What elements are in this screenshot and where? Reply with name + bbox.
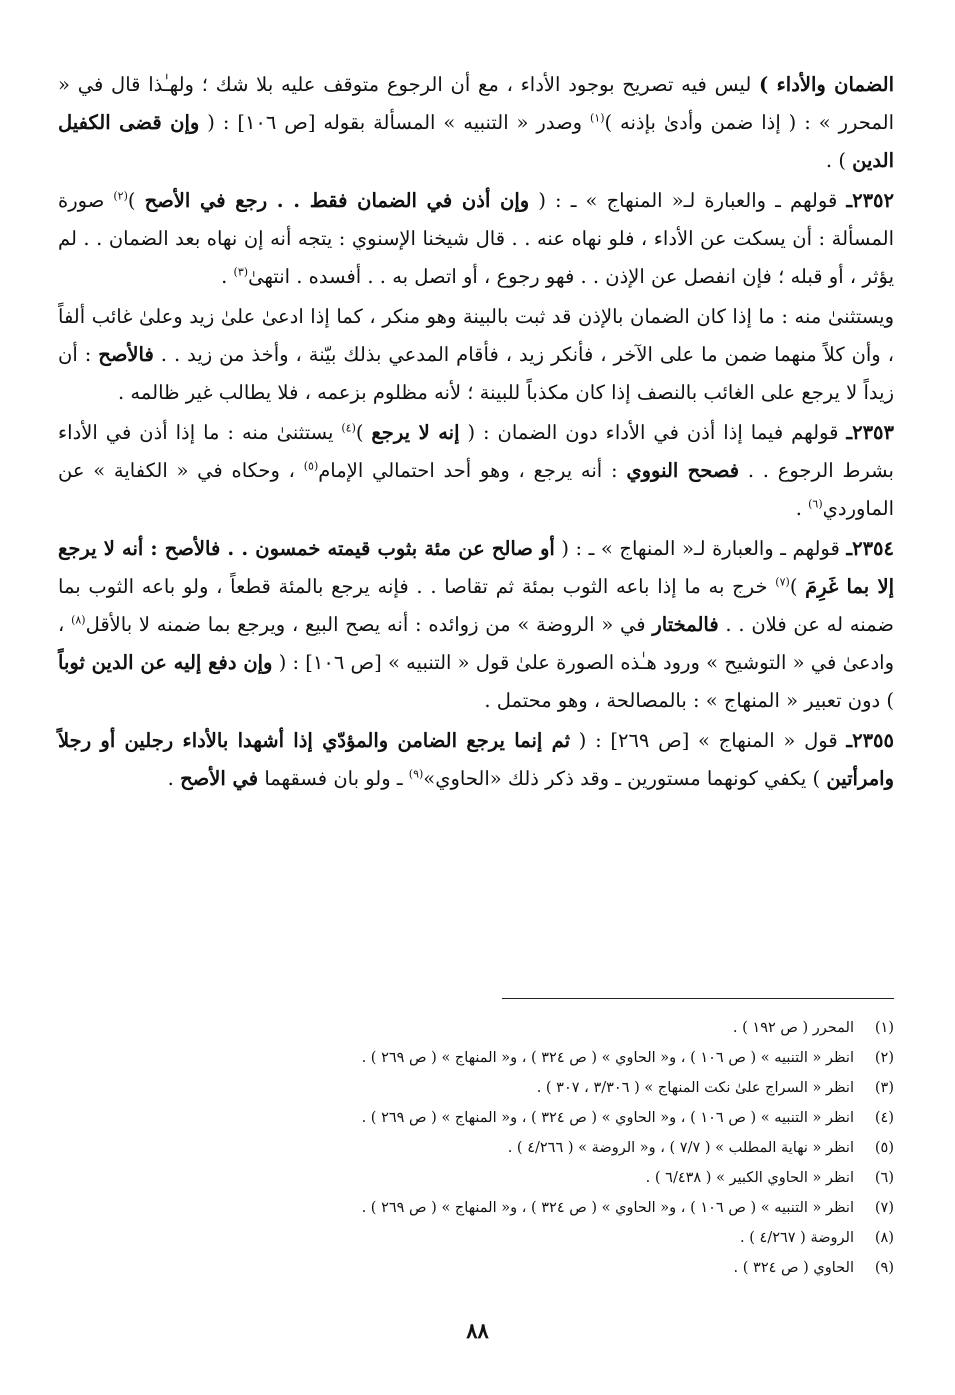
footnote-ref[interactable]: (١) [589, 111, 605, 125]
text-run: ) [789, 575, 806, 598]
text-run: قولهم ـ والعبارة لـ« المنهاج » ـ : ( [529, 189, 847, 212]
paragraph-2352 [58, 182, 894, 296]
footnote-number: (٩) [874, 1260, 894, 1276]
text-run: . [167, 767, 181, 790]
footnote-item [200, 1193, 894, 1223]
text-run: قولهم ـ والعبارة لـ« المنهاج » ـ : ( [554, 537, 847, 560]
text-run: ) دون تعبير « المنهاج » : بالمصالحة ، وهو محتمل . [484, 689, 894, 712]
issue-number: ٢٣٥٥ـ [846, 729, 894, 752]
text-run: ) . [825, 149, 853, 172]
text-run: ) [127, 189, 145, 212]
page-body [58, 66, 894, 798]
text-run: ويستثنىٰ منه : ما إذا كان الضمان بالإذن قد ثبت بالبينة وهو منكر ، كما إذا ادعىٰ علىٰ زيد وعلىٰ غائب ألفاً ، وأن كلاً منهما ضمن ما على الآخر ، فأنكر زيد ، فأقام المدعي بذلك بيّنة ، وأخذ من زيد . . [58, 305, 894, 366]
footnote-text: الروضة ( ٤/٢٦٧ ) . [740, 1230, 854, 1246]
bold-phrase: أو صالح عن مئة بثوب قيمته خمسون . . فالأصح : أنه لا يرجع إلا بما غَرِمَ [58, 537, 895, 598]
footnote-number: (٣) [874, 1080, 894, 1096]
text-run: : أن زيداً لا يرجع على الغائب بالنصف إذا كان مكذباً للبينة ؛ لأنه مظلوم بزعمه ، فلا يطالب غير ظالمه . [58, 343, 894, 404]
footnote-number: (٢) [874, 1050, 894, 1066]
text-run: قول « المنهاج » [ص ٢٦٩] : ( [570, 729, 847, 752]
footnote-text: انظر « السراج علىٰ نكت المنهاج » ( ٣/٣٠٦ ، ٣٠٧ ) . [536, 1080, 854, 1096]
text-run: وصدر « التنبيه » المسألة بقوله [ص ١٠٦] : ( [199, 111, 590, 134]
page-number: ٨٨ [466, 1318, 489, 1343]
bold-phrase: وإن قضى الكفيل الدين [58, 111, 894, 172]
footnote-text: الحاوي ( ص ٣٢٤ ) . [733, 1260, 854, 1276]
issue-number: ٢٣٥٤ـ [846, 537, 894, 560]
footnote-item [200, 1043, 894, 1073]
footnote-item [200, 1253, 894, 1283]
footnote-divider [502, 998, 894, 999]
footnote-ref[interactable]: (٨) [71, 613, 86, 627]
footnote-item [200, 1133, 894, 1163]
footnote-ref[interactable]: (٩) [408, 767, 424, 781]
text-run: . [795, 497, 809, 520]
footnotes [200, 1013, 894, 1283]
footnote-item [200, 1223, 894, 1253]
paragraph-2354 [58, 530, 894, 720]
footnote-text: انظر « التنبيه » ( ص ١٠٦ ) ، و« الحاوي » ( ص ٣٢٤ ) ، و« المنهاج » ( ص ٢٦٩ ) . [361, 1050, 854, 1066]
text-run: ) [355, 421, 372, 444]
text-run: ، وادعىٰ في « التوشيح » ورود هـٰذه الصورة علىٰ قول « التنبيه » [ص ١٠٦] : ( [58, 613, 894, 674]
footnote-item [200, 1013, 894, 1043]
footnote-item [200, 1103, 894, 1133]
paragraph-2353 [58, 414, 894, 528]
text-run: في « الروضة » من زوائده : أنه يصح البيع ، ويرجع بما ضمنه لا بالأقل [85, 613, 653, 636]
text-run: ) يكفي كونهما مستورين ـ وقد ذكر ذلك «الحاوي» [423, 767, 827, 790]
footnote-number: (٨) [874, 1230, 894, 1246]
footnote-number: (٧) [874, 1200, 894, 1216]
footnote-text: انظر « التنبيه » ( ص ١٠٦ ) ، و« الحاوي » ( ص ٣٢٤ ) ، و« المنهاج » ( ص ٢٦٩ ) . [361, 1200, 854, 1216]
footnote-ref[interactable]: (٣) [233, 265, 249, 279]
footnote-item [200, 1073, 894, 1103]
paragraph-2355 [58, 722, 894, 798]
issue-number: ٢٣٥٣ـ [846, 421, 894, 444]
bold-phrase: ثم إنما يرجع الضامن والمؤدّي إذا أشهدا بالأداء رجلين أو رجلاً وامرأتين [58, 729, 894, 790]
issue-number: ٢٣٥٢ـ [846, 189, 894, 212]
footnote-text: المحرر ( ص ١٩٢ ) . [732, 1020, 854, 1036]
footnote-ref[interactable]: (٢) [113, 189, 128, 203]
bold-phrase: فصحح النووي [626, 459, 740, 482]
bold-phrase: الضمان والأداء ) [759, 73, 894, 96]
footnote-number: (٦) [874, 1170, 894, 1186]
footnote-number: (٥) [874, 1140, 894, 1156]
bold-phrase: وإن دفع إليه عن الدين ثوباً [58, 651, 273, 674]
footnote-ref[interactable]: (٧) [775, 575, 790, 589]
footnote-text: انظر « الحاوي الكبير » ( ٦/٤٣٨ ) . [645, 1170, 854, 1186]
paragraph-exception [58, 298, 894, 412]
text-run: ، وحكاه في « الكفاية » عن الماوردي [58, 459, 894, 520]
bold-phrase: في الأصح [180, 767, 259, 790]
footnote-item [200, 1163, 894, 1193]
text-run: ـ ولو بان فسقهما [258, 767, 409, 790]
text-run: . [221, 265, 234, 288]
footnote-text: انظر « التنبيه » ( ص ١٠٦ ) ، و« الحاوي » ( ص ٣٢٤ ) ، و« المنهاج » ( ص ٢٦٩ ) . [361, 1110, 854, 1126]
footnote-ref[interactable]: (٥) [303, 459, 319, 473]
bold-phrase: فالأصح [98, 343, 154, 366]
paragraph-1 [58, 66, 894, 180]
footnote-number: (١) [874, 1020, 894, 1036]
text-run: ليس فيه تصريح بوجود الأداء ، مع أن الرجوع متوقف عليه بلا شك ؛ ولهـٰذا قال في « المحرر » : ( إذا ضمن وأدىٰ بإذنه ) [58, 73, 894, 134]
bold-phrase: إنه لا يرجع [371, 421, 460, 444]
text-run: خرج به ما إذا باعه الثوب بمئة ثم تقاصا . . فإنه يرجع بالمئة قطعاً ، ولو باعه الثوب بما ضمنه له عن فلان . . [58, 575, 894, 636]
footnote-number: (٤) [874, 1110, 894, 1126]
footnote-text: انظر « نهاية المطلب » ( ٧/٧ ) ، و« الروضة » ( ٤/٢٦٦ ) . [507, 1140, 854, 1156]
footnote-ref[interactable]: (٤) [341, 421, 356, 435]
text-run: يستثنىٰ منه : ما إذا أذن في الأداء بشرط الرجوع . . [58, 421, 894, 482]
footnote-ref[interactable]: (٦) [808, 497, 823, 511]
bold-phrase: وإن أذن في الضمان فقط . . رجع في الأصح [144, 189, 530, 212]
bold-phrase: فالمختار [652, 613, 719, 636]
text-run: صورة المسألة : أن يسكت عن الأداء ، فلو نهاه عنه . . قال شيخنا الإسنوي : يتجه أنه إن نهاه بعد الضمان . . لم يؤثر ، أو قبله ؛ فإن انفصل عن الإذن . . فهو رجوع ، أو اتصل به . . أفسده . انتهىٰ [58, 189, 894, 288]
text-run: : أنه يرجع ، وهو أحد احتمالي الإمام [318, 459, 627, 482]
text-run: قولهم فيما إذا أذن في الأداء دون الضمان : ( [459, 421, 847, 444]
